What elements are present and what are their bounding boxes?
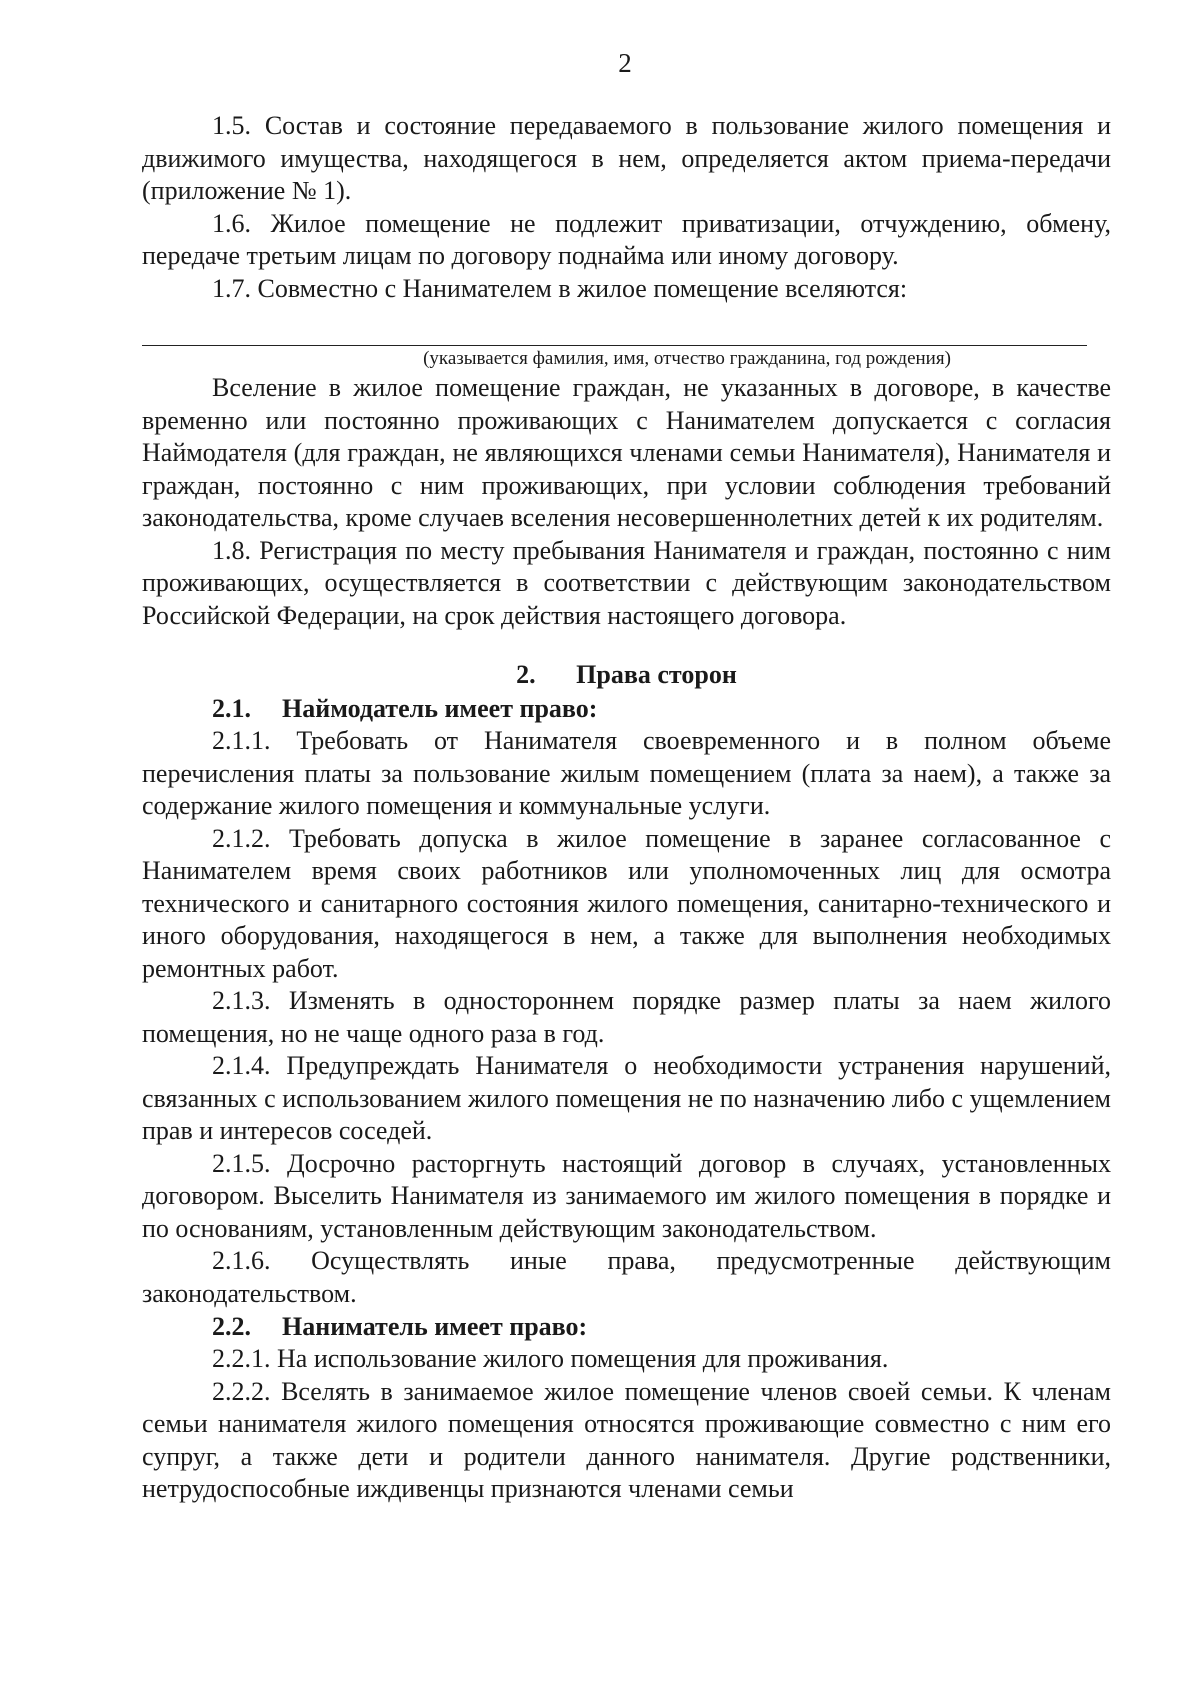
clause-2-2-1: 2.2.1. На использование жилого помещения для проживания. — [212, 1344, 889, 1373]
clause-2-1-6: 2.1.6. Осуществлять иные права, предусмотренные действующим законодательством. — [142, 1246, 1111, 1308]
section-2-heading — [142, 658, 1111, 692]
clause-1-6: 1.6. Жилое помещение не подлежит приватизации, отчуждению, обмену, передаче третьим лицам по договору поднайма или иному договору. — [142, 208, 1111, 270]
clause-2-1-4: 2.1.4. Предупреждать Нанимателя о необходимости устранения нарушений, связанных с использованием жилого помещения не по назначению либо с ущемлением прав и интересов соседей. — [142, 1051, 1111, 1145]
document-body — [142, 110, 1111, 1506]
page-number: 2 — [618, 48, 632, 78]
section-2-title: Права сторон — [576, 660, 737, 689]
subsection-2-1-number: 2.1. — [212, 694, 251, 723]
subsection-2-2-heading — [142, 1310, 1111, 1343]
clause-1-7: 1.7. Совместно с Нанимателем в жилое помещение вселяются: — [212, 273, 908, 303]
blank-line-caption: (указывается фамилия, имя, отчество гражданина, год рождения) — [423, 348, 951, 369]
fill-in-blank-line — [142, 305, 1087, 346]
section-2-number: 2. — [516, 660, 536, 689]
subsection-2-1-heading — [142, 692, 1111, 725]
clause-1-7-continuation: Вселение в жилое помещение граждан, не указанных в договоре, в качестве временно или постоянно проживающих с Нанимателем допускается с согласия Наймодателя (для граждан, не являющихся членами семьи Нанимателя), Нанимателя и граждан, постоянно с ним проживающих, при условии соблюдения требований законодательства, кроме случаев вселения несовершеннолетних детей к их родителям. — [142, 373, 1111, 532]
clause-1-8: 1.8. Регистрация по месту пребывания Нанимателя и граждан, постоянно с ним проживающих, осуществляется в соответствии с действующим законодательством Российской Федерации, на срок действия настоящего договора. — [142, 535, 1111, 630]
clause-2-1-1: 2.1.1. Требовать от Нанимателя своевременного и в полном объеме перечисления платы за пользование жилым помещением (плата за наем), а также за содержание жилого помещения и коммунальные услуги. — [142, 726, 1111, 820]
clause-2-1-5: 2.1.5. Досрочно расторгнуть настоящий договор в случаях, установленных договором. Выселить Нанимателя из занимаемого им жилого помещения в порядке и по основаниям, установленным действующим законодательством. — [142, 1148, 1111, 1243]
subsection-2-1-title: Наймодатель имеет право: — [282, 694, 598, 723]
clause-2-1-3: 2.1.3. Изменять в одностороннем порядке размер платы за наем жилого помещения, но не чаще одного раза в год. — [142, 986, 1111, 1048]
clause-2-1-2: 2.1.2. Требовать допуска в жилое помещение в заранее согласованное с Нанимателем время своих работников или уполномоченных лиц для осмотра технического и санитарного состояния жилого помещения, санитарно-технического и иного оборудования, находящегося в нем, а также для выполнения необходимых ремонтных работ. — [142, 823, 1111, 983]
clause-1-5: 1.5. Состав и состояние передаваемого в пользование жилого помещения и движимого имущества, находящегося в нем, определяется актом приема-передачи (приложение № 1). — [142, 111, 1111, 205]
subsection-2-2-number: 2.2. — [212, 1312, 251, 1341]
subsection-2-2-title: Наниматель имеет право: — [282, 1312, 588, 1341]
clause-2-2-2: 2.2.2. Вселять в занимаемое жилое помещение членов своей семьи. К членам семьи нанимателя жилого помещения относятся проживающие совместно с ним его супруг, а также дети и родители данного нанимателя. Другие родственники, нетрудоспособные иждивенцы признаются членами семьи — [142, 1376, 1111, 1503]
